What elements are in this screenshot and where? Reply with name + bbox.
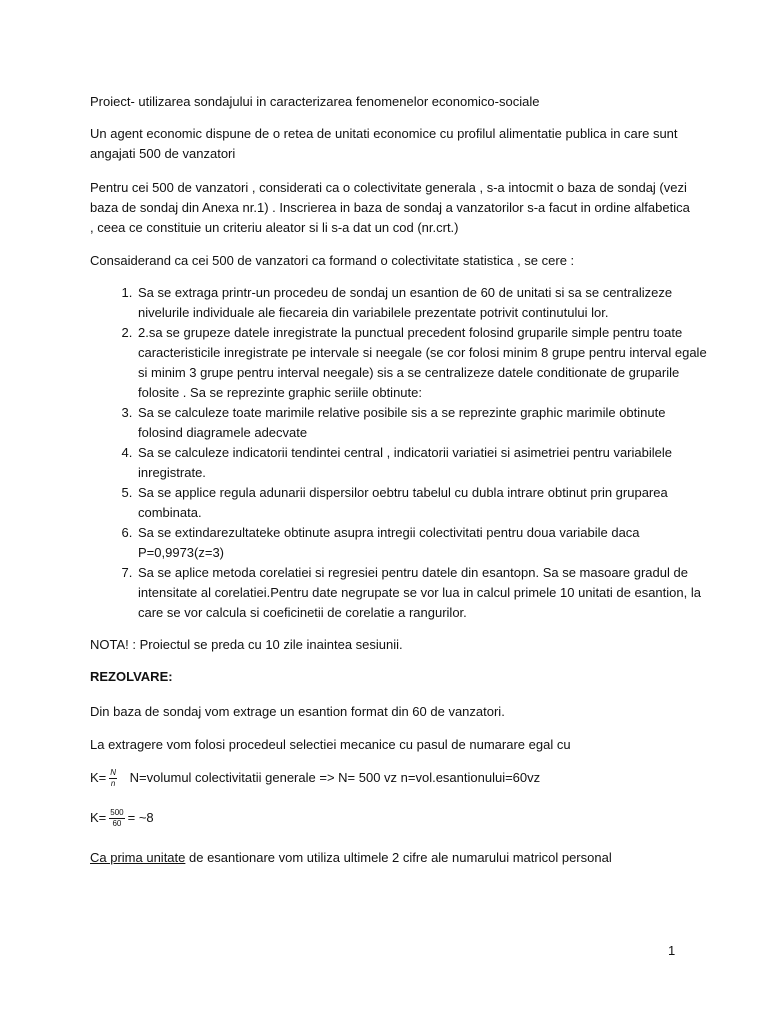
list-item: 7. Sa se aplice metoda corelatiei si regresiei pentru datele din esantopn. Sa se masoare gradul de intensitate al corelatiei.Pentru date negrupate se vor lua in calcul primele 10 unitati de esantion, la care se vor calcula si coeficinetii de corelatie a rangurilor. — [136, 563, 708, 623]
formula-result: = ~8 — [127, 810, 154, 825]
nota-line: NOTA! : Proiectul se preda cu 10 zile inaintea sesiunii. — [90, 637, 403, 652]
paragraph-rest: de esantionare vom utiliza ultimele 2 cifre ale numarului matricol personal — [185, 850, 612, 865]
list-item: 2. 2.sa se grupeze datele inregistrate la punctual precedent folosind gruparile simple pentru toate caracteristicile inregistrate pe intervale si neegale (se cor folosi minim 8 grupe pentru interval egale si minim 3 grupe pentru interval neegale) sis a se centralizeze datele conditionate de gruparile folosite . Sa se reprezinte graphic seriile obtinute: — [136, 323, 708, 403]
list-item: 6. Sa se extindarezultateke obtinute asupra intregii colectivitati pentru doua variabile daca P=0,9973(z=3) — [136, 523, 708, 563]
rezolvare-heading: REZOLVARE: — [90, 669, 173, 684]
requirements-list — [104, 283, 708, 623]
underlined-phrase: Ca prima unitate — [90, 850, 186, 865]
formula-line-1 — [90, 768, 690, 789]
intro-paragraph-1: Un agent economic dispune de o retea de unitati economice cu profilul alimentatie publica in care sunt angajati 500 de vanzatori — [90, 126, 678, 161]
intro-paragraph-3: Consaiderand ca cei 500 de vanzatori ca formand o colectivitate statistica , se cere : — [90, 253, 575, 268]
sample-paragraph: Din baza de sondaj vom extrage un esantion format din 60 de vanzatori. — [90, 704, 505, 719]
fraction — [109, 808, 124, 829]
first-unit-paragraph — [90, 848, 690, 868]
fraction-numerator: 500 — [110, 808, 124, 818]
document-title: Proiect- utilizarea sondajului in caracterizarea fenomenelor economico-sociale — [90, 94, 540, 109]
list-item: 1. Sa se extraga printr-un procedeu de sondaj un esantion de 60 de unitati si sa se centralizeze nivelurile individuale ale fiecareia din variabilele prezentate potrivit continutului lor. — [136, 283, 708, 323]
formula-description: N=volumul colectivitatii generale => N= 500 vz n=vol.esantionului=60vz — [129, 770, 541, 785]
fraction — [109, 768, 117, 789]
formula-line-2 — [90, 808, 690, 829]
fraction-denominator: n — [110, 779, 116, 789]
list-item: 5. Sa se applice regula adunarii dispersilor oebtru tabelul cu dubla intrare obtinut prin gruparea combinata. — [136, 483, 708, 523]
fraction-numerator: N — [110, 768, 117, 778]
list-item: 3. Sa se calculeze toate marimile relative posibile sis a se reprezinte graphic marimile obtinute folosind diagramele adecvate — [136, 403, 708, 443]
intro-paragraph-2: Pentru cei 500 de vanzatori , considerati ca o colectivitate generala , s-a intocmit o baza de sondaj (vezi baza de sondaj din Anexa nr.1) . Inscrierea in baza de sondaj a vanzatorilor s-a facut in ordine alfabetica , ceea ce constituie un criteriu aleator si li s-a dat un cod (nr.crt.) — [90, 180, 690, 235]
formula-prefix: K= — [90, 810, 107, 825]
fraction-denominator: 60 — [112, 819, 122, 829]
list-item: 4. Sa se calculeze indicatorii tendintei central , indicatorii variatiei si asimetriei pentru variabilele inregistrate. — [136, 443, 708, 483]
extraction-paragraph: La extragere vom folosi procedeul selectiei mecanice cu pasul de numarare egal cu — [90, 737, 571, 752]
page-number: 1 — [668, 943, 676, 958]
formula-prefix: K= — [90, 770, 107, 785]
